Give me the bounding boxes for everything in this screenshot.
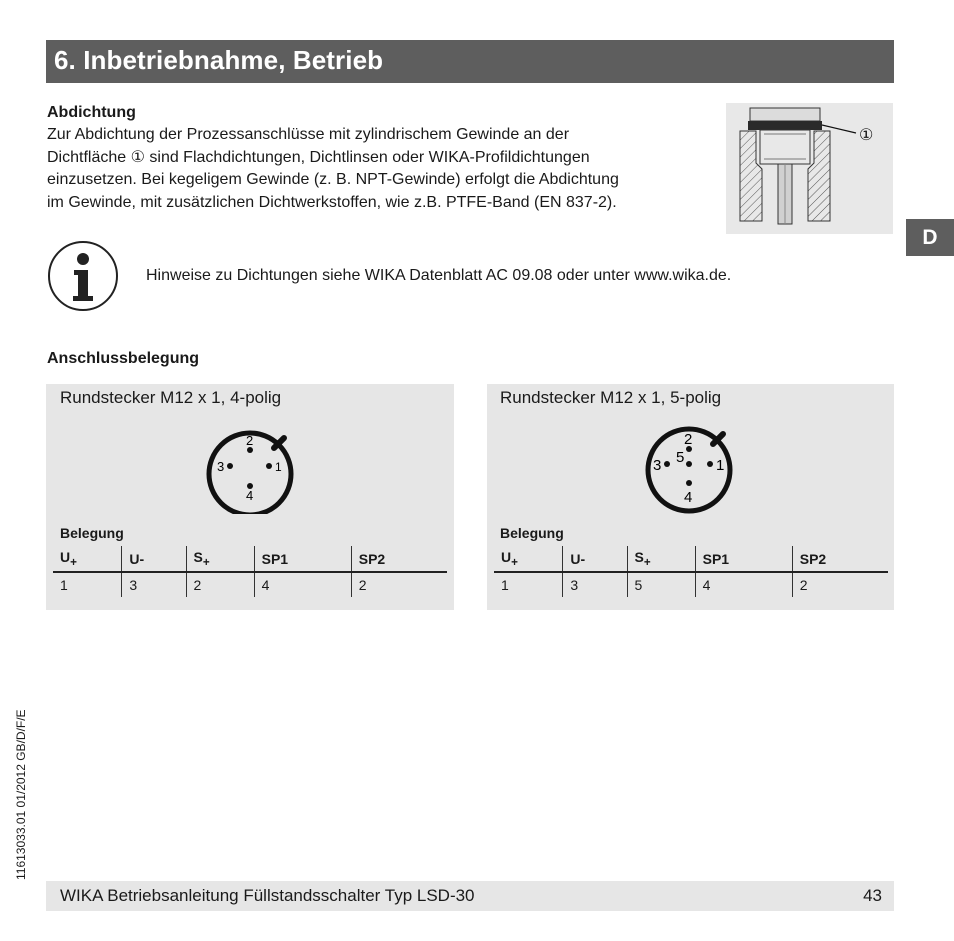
page-footer [46,881,894,911]
section-header [46,40,894,83]
table-row [494,572,888,597]
connector-5pin-diagram [633,424,745,514]
footer-text: WIKA Betriebsanleitung Füllstandsschalter Typ LSD-30 [60,886,475,905]
pinout-heading: Anschlussbelegung [47,350,200,367]
connector-panel-4pin [46,384,454,610]
table-header-row [494,546,888,572]
table-cell: 5 [627,572,695,597]
pin-label: 1 [275,460,282,474]
pin-label: 5 [676,449,685,466]
document-code: 11613033.01 01/2012 GB/D/F/E [14,709,28,880]
sealing-paragraph [47,124,619,214]
column-header: SP1 [254,546,351,572]
assignment-label: Belegung [60,525,124,541]
assignment-label: Belegung [500,525,564,541]
column-header: SP2 [351,546,447,572]
pin-label: 2 [684,431,693,448]
pin-label: 4 [246,488,254,503]
column-header: $S_+$ [186,546,254,572]
page-number: 43 [863,886,882,905]
table-cell: 4 [695,572,792,597]
sealing-callout: ① [859,127,874,144]
sealing-line: im Gewinde, mit zusätzlichen Dichtwerkstoffen, wie z.B. PTFE-Band (EN 837-2). [47,193,617,211]
table-cell: 2 [351,572,447,597]
pin-label: 4 [684,489,693,506]
section-title: 6. Inbetriebnahme, Betrieb [54,45,384,75]
info-text: Hinweise zu Dichtungen siehe WIKA Datenblatt AC 09.08 oder unter www.wika.de. [146,267,732,284]
info-icon [47,240,119,317]
column-header: $U_+$ [53,546,122,572]
connector-4pin-diagram [194,428,306,514]
pin-label: 2 [246,433,254,448]
column-header: SP1 [695,546,792,572]
table-header-row [53,546,447,572]
language-tab: D [906,219,954,256]
sealing-line: Zur Abdichtung der Prozessanschlüsse mit zylindrischem Gewinde an der [47,126,570,143]
table-cell: 3 [122,572,186,597]
table-cell: 1 [501,577,509,593]
table-cell: 2 [186,572,254,597]
connector-panel-5pin [487,384,894,610]
pin-label: 1 [716,457,725,474]
pin-assignment-table [53,546,447,597]
pin-label: 3 [653,457,662,474]
column-header: $U_+$ [494,546,563,572]
sealing-line: Dichtfläche ① sind Flachdichtungen, Dichtlinsen oder WIKA-Profildichtungen [47,148,590,166]
table-cell: 3 [563,572,627,597]
table-cell: 2 [792,572,888,597]
column-header: SP2 [792,546,888,572]
connector-title: Rundstecker M12 x 1, 4-polig [60,388,282,407]
column-header: U- [122,546,186,572]
sealing-figure [726,103,893,234]
table-row [53,572,447,597]
sealing-heading: Abdichtung [47,104,136,121]
connector-title: Rundstecker M12 x 1, 5-polig [500,388,722,407]
table-cell: 4 [254,572,351,597]
pin-label: 3 [217,459,225,474]
pin-assignment-table [494,546,888,597]
column-header: U- [563,546,627,572]
column-header: $S_+$ [627,546,695,572]
sealing-line: einzusetzen. Bei kegeligem Gewinde (z. B. NPT-Gewinde) erfolgt die Abdichtung [47,171,619,188]
table-cell: 1 [60,577,68,593]
sealing-diagram [726,103,893,234]
